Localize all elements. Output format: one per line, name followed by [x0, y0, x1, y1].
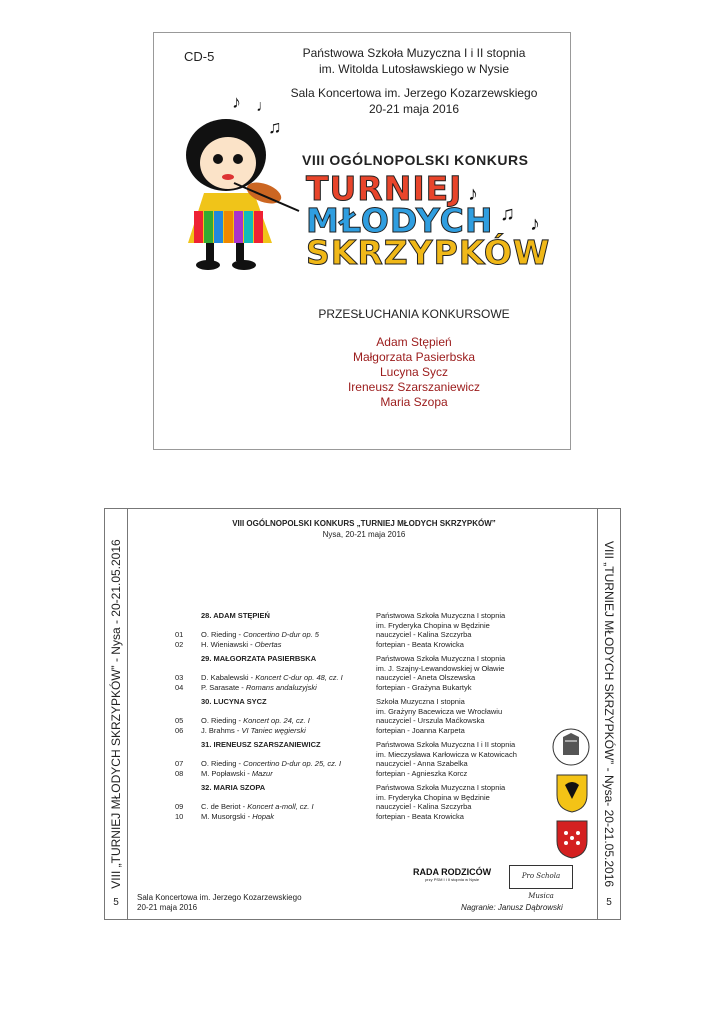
venue-date: 20-21 maja 2016 [368, 102, 460, 116]
track-piece [201, 802, 376, 812]
composer: O. Rieding - [201, 759, 244, 768]
track-row [175, 673, 535, 683]
cd-number: CD-5 [184, 49, 215, 64]
footer-venue [137, 893, 302, 913]
work-title: Koncert C-dur op. 48, cz. I [255, 673, 343, 682]
track-row [175, 812, 535, 822]
city-coat-of-arms-icon [555, 819, 589, 859]
work-title: Mazur [251, 768, 273, 778]
track-row [175, 802, 535, 812]
performer-heading: 29. MAŁGORZATA PASIERBSKA [201, 654, 317, 663]
track-piece [201, 812, 376, 822]
title-word-3: SKRZYPKÓW [306, 233, 551, 272]
pro-schola-musica-logo: Pro Schola Musica [509, 865, 573, 889]
program-entry [175, 697, 535, 735]
track-piece [201, 769, 376, 779]
track-piece [201, 673, 376, 683]
music-note-icon: ♪ [468, 183, 478, 205]
footer-venue-line1: Sala Koncertowa im. Jerzego Kozarzewskiego [137, 893, 302, 902]
right-spine [597, 509, 620, 919]
track-number: 08 [175, 768, 184, 778]
work-title: Hopak [252, 811, 274, 821]
school-patron: im. J. Szajny-Lewandowskiej w Oławie [376, 663, 505, 673]
performer-name: Ireneusz Szarszaniewicz [347, 380, 481, 394]
composer: O. Rieding - [201, 630, 244, 639]
left-spine [105, 509, 128, 919]
composer: M. Popławski - [201, 768, 252, 778]
performer-heading: 30. LUCYNA SYCZ [201, 697, 267, 706]
performer-name: Maria Szopa [380, 395, 448, 409]
staff-credit: nauczyciel - Anna Szabelka [376, 759, 468, 768]
track-number: 06 [175, 725, 184, 735]
school-name: Szkoła Muzyczna I stopnia [376, 697, 465, 706]
music-note-icon: ♫ [500, 203, 515, 225]
composer: C. de Beriot - [201, 802, 248, 811]
staff-credit: fortepian - Grażyna Bukartyk [376, 682, 472, 692]
program-entry [175, 740, 535, 778]
school-name: Państwowa Szkoła Muzyczna I stopnia [376, 654, 506, 663]
work-title: Concertino D-dur op. 5 [243, 630, 319, 639]
work-title: Romans andaluzyjski [245, 682, 317, 692]
track-piece [201, 640, 376, 650]
track-piece [201, 726, 376, 736]
music-note-icon: ♪ [232, 93, 241, 112]
staff-credit: fortepian - Joanna Karpeta [376, 725, 465, 735]
school-name-line2: im. Witolda Lutosławskiego w Nysie [318, 62, 510, 76]
school-crest-icon [551, 727, 591, 771]
composer: P. Sarasate - [201, 682, 246, 692]
tray-title: VIII OGÓLNOPOLSKI KONKURS „TURNIEJ MŁODYCH SKRZYPKÓW” [232, 519, 496, 528]
composer: O. Rieding - [201, 716, 244, 725]
hearings-heading: PRZESŁUCHANIA KONKURSOWE [318, 307, 510, 321]
work-title: Koncert a-moll, cz. I [247, 802, 314, 811]
track-number: 02 [175, 639, 184, 649]
music-note-icon: ♩ [256, 98, 272, 115]
track-row [175, 716, 535, 726]
track-number: 07 [175, 759, 184, 768]
track-piece [201, 716, 376, 726]
track-piece [201, 759, 376, 769]
recording-credit: Nagranie: Janusz Dąbrowski [461, 903, 563, 912]
spine-title-left: VIII „TURNIEJ MŁODYCH SKRZYPKÓW” - Nysa - 20-21.05.2016 [109, 539, 123, 889]
program-entry [175, 783, 535, 821]
school-name: Państwowa Szkoła Muzyczna I stopnia [376, 783, 506, 792]
staff-credit: nauczyciel - Kalina Szczyrba [376, 802, 472, 811]
performer-heading: 32. MARIA SZOPA [201, 783, 266, 792]
staff-credit: fortepian - Agnieszka Korcz [376, 768, 468, 778]
composer: D. Kabalewski - [201, 673, 256, 682]
staff-credit: nauczyciel - Aneta Olszewska [376, 673, 476, 682]
track-number: 01 [175, 630, 184, 639]
work-title: VI Taniec węgierski [241, 725, 306, 735]
track-row [175, 683, 535, 693]
spine-number-right: 5 [606, 897, 612, 908]
performer-name: Lucyna Sycz [379, 365, 449, 379]
track-number: 03 [175, 673, 184, 682]
title-word-2: MŁODYCH [306, 201, 494, 240]
staff-credit: fortepian - Beata Krowicka [376, 811, 464, 821]
music-note-icon: ♪ [530, 213, 540, 235]
staff-credit: nauczyciel - Urszula Maćkowska [376, 716, 485, 725]
performer-names-list [264, 335, 564, 410]
track-number: 10 [175, 811, 184, 821]
performer-heading: 28. ADAM STĘPIEŃ [201, 611, 270, 620]
music-note-icon: ♫ [268, 117, 282, 137]
performer-name: Małgorzata Pasierbska [352, 350, 476, 364]
school-patron: im. Grażyny Bacewicza we Wrocławiu [376, 706, 503, 716]
school-patron: im. Fryderyka Chopina w Będzinie [376, 792, 490, 802]
work-title: Koncert op. 24, cz. I [243, 716, 310, 725]
school-patron: im. Mieczysława Karłowicza w Katowicach [376, 749, 517, 759]
parents-council-logo [413, 867, 491, 882]
program-entry [175, 654, 535, 692]
track-row [175, 759, 535, 769]
title-word-1: TURNIEJ [306, 169, 463, 208]
tray-subtitle: Nysa, 20-21 maja 2016 [322, 530, 406, 539]
contest-heading: VIII OGÓLNOPOLSKI KONKURS [302, 152, 529, 168]
track-row [175, 769, 535, 779]
composer: M. Musorgski - [201, 811, 253, 821]
girl-violinist-illustration [164, 93, 304, 273]
work-title: Concertino D-dur op. 25, cz. I [243, 759, 342, 768]
spine-number-left: 5 [113, 897, 119, 908]
school-name-line1: Państwowa Szkoła Muzyczna I i II stopnia [302, 46, 526, 60]
track-row [175, 640, 535, 650]
region-coat-of-arms-icon [555, 773, 589, 813]
school-name: Państwowa Szkoła Muzyczna I i II stopnia [376, 740, 516, 749]
track-row [175, 726, 535, 736]
program-entry [175, 611, 535, 649]
program-list [175, 611, 535, 826]
staff-credit: fortepian - Beata Krowicka [376, 639, 464, 649]
sponsor-subtitle: przy PSM I i II stopnia w Nysie [425, 877, 480, 882]
cd-back-tray [104, 508, 621, 920]
performer-heading: 31. IRENEUSZ SZARSZANIEWICZ [201, 740, 321, 749]
school-patron: im. Fryderyka Chopina w Będzinie [376, 620, 490, 630]
track-piece [201, 683, 376, 693]
composer: J. Brahms - [201, 725, 242, 735]
school-name: Państwowa Szkoła Muzyczna I stopnia [376, 611, 506, 620]
cd-front-cover [153, 32, 571, 450]
track-number: 09 [175, 802, 184, 811]
staff-credit: nauczyciel - Kalina Szczyrba [376, 630, 472, 639]
performer-name: Adam Stępień [376, 335, 452, 349]
track-number: 04 [175, 682, 184, 692]
sponsor-name: RADA RODZICÓW [413, 867, 492, 877]
venue-line1: Sala Koncertowa im. Jerzego Kozarzewskiego [290, 86, 538, 100]
track-number: 05 [175, 716, 184, 725]
work-title: Obertas [254, 639, 282, 649]
track-piece [201, 630, 376, 640]
track-row [175, 630, 535, 640]
footer-venue-date: 20-21 maja 2016 [137, 903, 198, 912]
spine-title-right: VIII „TURNIEJ MŁODYCH SKRZYPKÓW” - Nysa- 20-21.05.2016 [602, 540, 616, 888]
composer: H. Wieniawski - [201, 639, 255, 649]
